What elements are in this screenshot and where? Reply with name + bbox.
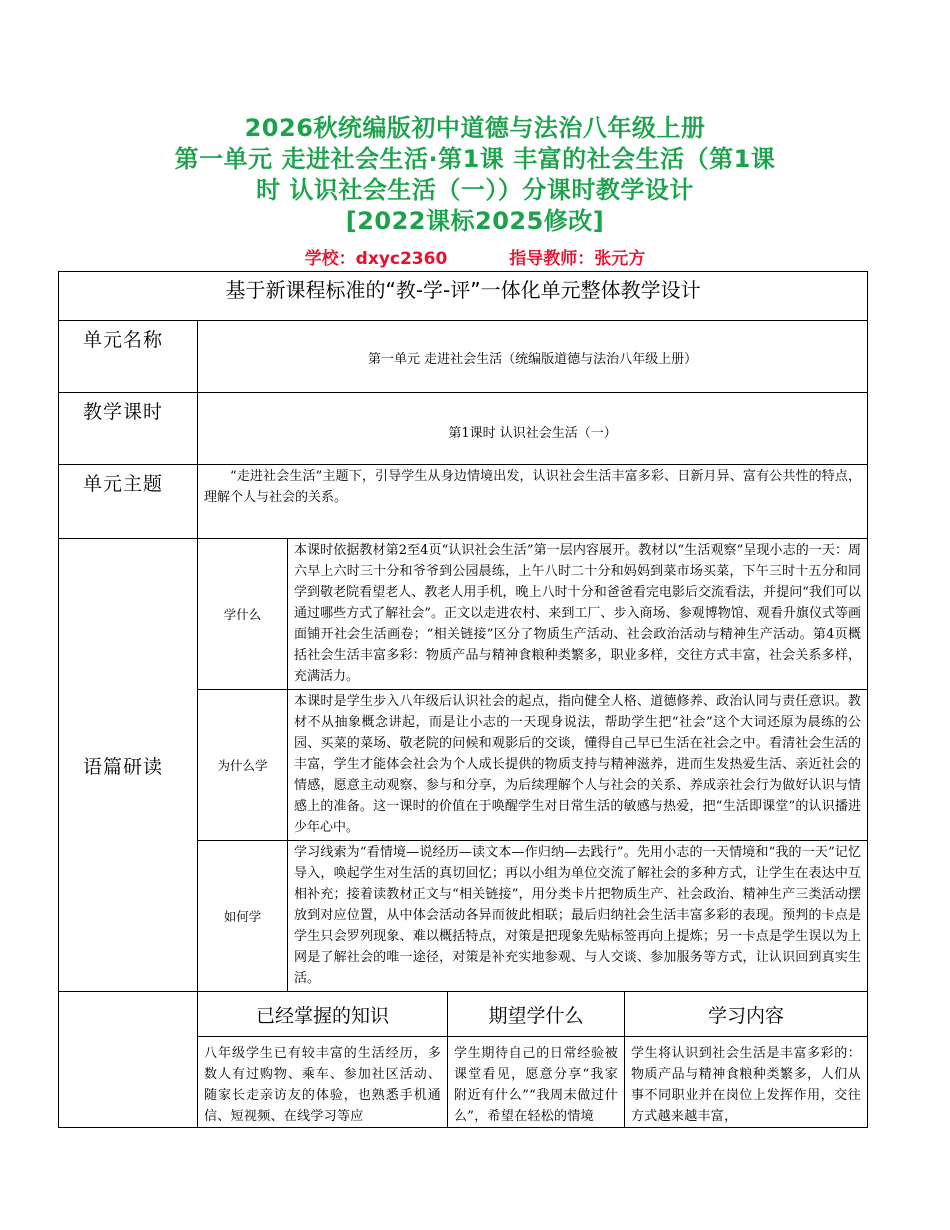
what-text: 本课时依据教材第2至4页“认识社会生活”第一层内容展开。教材以“生活观察”呈现小志的一天：周六早上六时三十分和爷爷到公园晨练，上午八时二十分和妈妈到菜市场买菜，下午三时十五分和同学到敬老院看望老人、教老人用手机，晚上八时十分和爸爸看完电影后交流看法，并提问“我们可以通过哪些方式了解社会”。正文以走进农村、来到工厂、步入商场、参观博物馆、观看升旗仪式等画面铺开社会生活画卷；“相关链接”区分了物质生产活动、社会政治活动与精神生产活动。第4页概括社会生活丰富多彩：物质产品与精神食粮种类繁多，职业多样，交往方式丰富，社会关系多样，充满活力。: [288, 539, 868, 690]
unit-name-row: [59, 321, 868, 393]
how-label: 如何学: [198, 841, 288, 992]
how-text: 学习线索为“看情境—说经历—读文本—作归纳—去践行”。先用小志的一天情境和“我的一天”记忆导入，唤起学生对生活的真切回忆；再以小组为单位交流了解社会的多种方式，让学生在表达中互相补充；接着读教材正文与“相关链接”，用分类卡片把物质生产、社会政治、精神生产三类活动摆放到对应位置，从中体会活动各异而彼此相联；最后归纳社会生活丰富多彩的表现。预判的卡点是学生只会罗列现象、难以概括特点，对策是把现象先贴标签再向上提炼；另一卡点是学生误以为上网是了解社会的唯一途径，对策是补充实地参观、与人交谈、参加服务等方式，让认识回到真实生活。: [288, 841, 868, 992]
known-header: 已经掌握的知识: [198, 992, 448, 1037]
author-line: [0, 244, 950, 269]
lesson-label: 教学课时: [59, 393, 198, 465]
teacher-label: 指导教师：张元方: [509, 249, 646, 269]
unit-name-value: 第一单元 走进社会生活（统编版道德与法治八年级上册）: [198, 321, 868, 393]
why-text: 本课时是学生步入八年级后认识社会的起点，指向健全人格、道德修养、政治认同与责任意识。教材不从抽象概念讲起，而是让小志的一天现身说法，帮助学生把“社会”这个大词还原为晨练的公园、买菜的菜场、敬老院的问候和观影后的交谈，懂得自己早已生活在社会之中。看清社会生活的丰富，学生才能体会社会为个人成长提供的物质支持与精神滋养，进而生发热爱生活、亲近社会的情感，愿意主动观察、参与和分享，为后续理解个人与社会的关系、养成亲社会行为做好认识与情感上的准备。这一课时的价值在于唤醒学生对日常生活的敏感与热爱，把“生活即课堂”的认识播进少年心中。: [288, 690, 868, 841]
lesson-value: 第1课时 认识社会生活（一）: [198, 393, 868, 465]
design-table: [58, 271, 868, 1128]
title-line-1: 2026秋统编版初中道德与法治八年级上册: [244, 114, 706, 142]
document-title: [0, 113, 950, 237]
unit-name-label: 单元名称: [59, 321, 198, 393]
what-label: 学什么: [198, 539, 288, 690]
theme-label: 单元主题: [59, 465, 198, 539]
theme-value: “走进社会生活”主题下，引导学生从身边情境出发，认识社会生活丰富多彩、日新月异、富有公共性的特点，理解个人与社会的关系。: [198, 465, 868, 539]
table-heading: 基于新课程标准的“教-学-评”一体化单元整体教学设计: [59, 272, 868, 321]
column-header-row: [59, 992, 868, 1037]
why-label: 为什么学: [198, 690, 288, 841]
title-line-3: 时 认识社会生活（一））分课时教学设计: [256, 176, 694, 204]
expect-header: 期望学什么: [448, 992, 625, 1037]
theme-row: [59, 465, 868, 539]
title-line-4: [2022课标2025修改]: [345, 207, 605, 235]
school-label: 学校：dxyc2360: [304, 249, 448, 269]
expect-text: 学生期待自己的日常经验被课堂看见，愿意分享“我家附近有什么”“我周末做过什么”，希望在轻松的情境: [448, 1037, 625, 1128]
table-heading-row: [59, 272, 868, 321]
lesson-row: [59, 393, 868, 465]
study-label: 语篇研读: [59, 539, 198, 992]
title-line-2: 第一单元 走进社会生活·第1课 丰富的社会生活（第1课: [174, 145, 776, 173]
content-header: 学习内容: [625, 992, 868, 1037]
what-row: [59, 539, 868, 690]
known-text: 八年级学生已有较丰富的生活经历，多数人有过购物、乘车、参加社区活动、随家长走亲访友的体验，也熟悉手机通信、短视频、在线学习等应: [198, 1037, 448, 1128]
blank-cell: [59, 992, 198, 1128]
content-text: 学生将认识到社会生活是丰富多彩的：物质产品与精神食粮种类繁多，人们从事不同职业并在岗位上发挥作用，交往方式越来越丰富，: [625, 1037, 868, 1128]
